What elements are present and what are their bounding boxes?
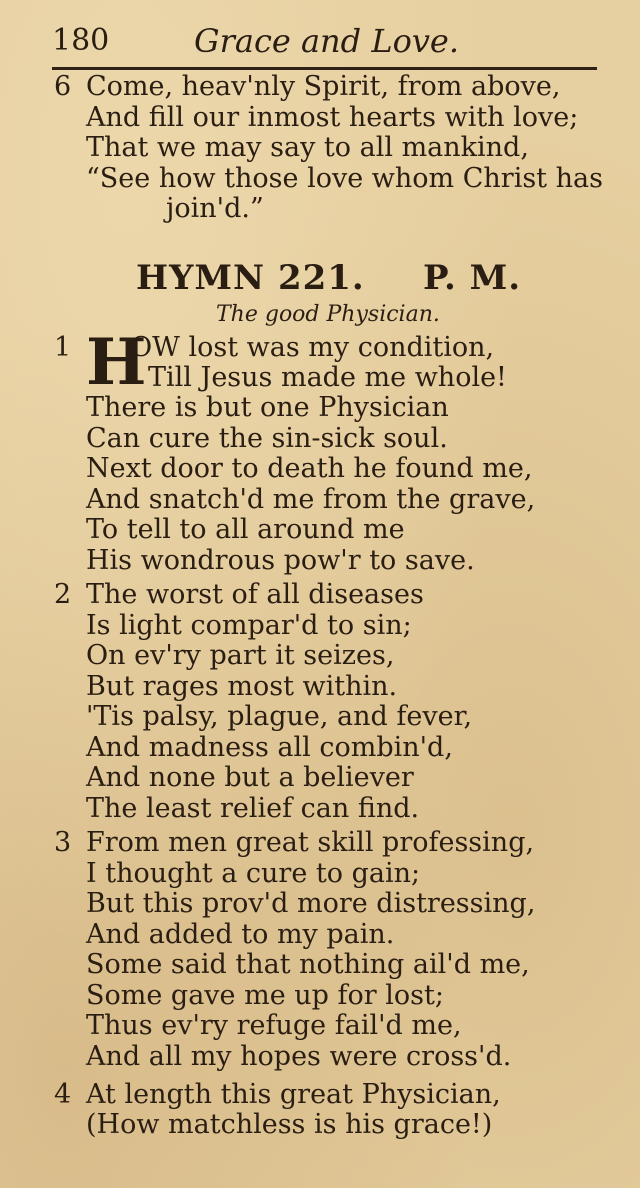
stanza-line: The least relief can find. <box>86 793 420 824</box>
stanza-line: The worst of all diseases <box>86 579 424 610</box>
stanza-line: Can cure the sin-sick soul. <box>86 423 448 454</box>
stanza-line: And all my hopes were cross'd. <box>86 1041 512 1072</box>
stanza-line: Thus ev'ry refuge fail'd me, <box>86 1010 462 1041</box>
stanza-line: Till Jesus made me whole! <box>148 362 507 393</box>
stanza-line: And fill our inmost hearts with love; <box>86 102 579 133</box>
stanza-number: 6 <box>54 71 72 102</box>
stanza-line: His wondrous pow'r to save. <box>86 545 475 576</box>
stanza-line: Some gave me up for lost; <box>86 980 444 1011</box>
stanza-line: On ev'ry part it seizes, <box>86 640 395 671</box>
page-number: 180 <box>52 23 110 58</box>
stanza-line: To tell to all around me <box>86 514 405 545</box>
stanza-line: And none but a believer <box>86 762 414 793</box>
header-rule <box>52 67 597 70</box>
stanza-line: There is but one Physician <box>86 392 449 423</box>
stanza-line: That we may say to all mankind, <box>86 132 529 163</box>
stanza-line: “See how those love whom Christ has <box>86 163 603 194</box>
stanza-line: (How matchless is his grace!) <box>86 1109 493 1140</box>
stanza-line: From men great skill professing, <box>86 827 535 858</box>
stanza-line: And snatch'd me from the grave, <box>86 484 536 515</box>
stanza-line: Next door to death he found me, <box>86 453 533 484</box>
hymn-subtitle: The good Physician. <box>216 302 440 327</box>
stanza-line: But this prov'd more distressing, <box>86 888 536 919</box>
stanza-number: 3 <box>54 827 72 858</box>
page-header <box>52 20 597 62</box>
stanza-number: 4 <box>54 1079 72 1110</box>
hymn-heading <box>136 256 536 300</box>
stanza-line: Some said that nothing ail'd me, <box>86 949 530 980</box>
stanza-line: Is light compar'd to sin; <box>86 610 412 641</box>
stanza-line: Come, heav'nly Spirit, from above, <box>86 71 561 102</box>
stanza-number: 2 <box>54 579 72 610</box>
drop-cap: H <box>86 325 147 400</box>
stanza-line: And madness all combin'd, <box>86 732 453 763</box>
hymn-title: HYMN 221. <box>136 258 365 298</box>
stanza-line: OW lost was my condition, <box>130 332 495 363</box>
running-title: Grace and Love. <box>194 22 460 60</box>
hymn-meter: P. M. <box>423 258 522 298</box>
stanza-line: 'Tis palsy, plague, and fever, <box>86 701 473 732</box>
stanza-line: At length this great Physician, <box>86 1079 501 1110</box>
stanza-line: But rages most within. <box>86 671 398 702</box>
stanza-number: 1 <box>54 332 72 363</box>
stanza-line: I thought a cure to gain; <box>86 858 421 889</box>
stanza-line: join'd.” <box>166 193 264 224</box>
stanza-line: And added to my pain. <box>86 919 395 950</box>
